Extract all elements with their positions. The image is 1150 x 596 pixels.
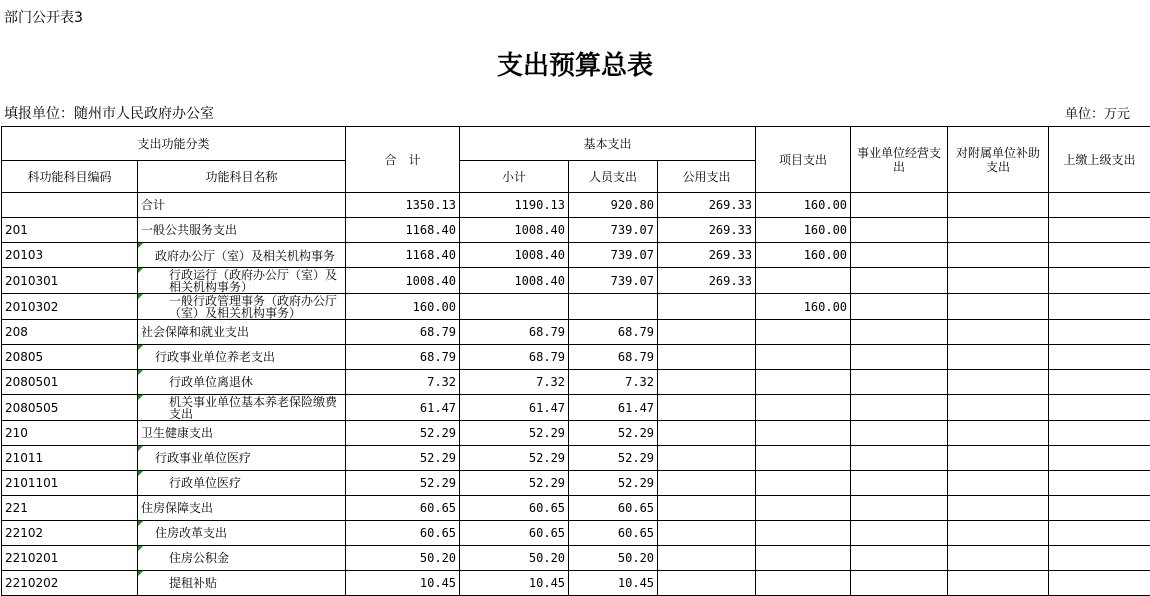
comment-marker-icon <box>138 268 143 273</box>
cell-name[interactable] <box>138 294 346 320</box>
cell-subtotal[interactable] <box>460 294 569 320</box>
cell-subsidy[interactable] <box>948 521 1049 546</box>
comment-marker-icon <box>138 395 143 400</box>
cell-total[interactable]: 1350.13 <box>346 193 460 218</box>
cell-personnel[interactable]: 7.32 <box>569 370 658 395</box>
cell-subtotal[interactable]: 60.65 <box>460 496 569 521</box>
cell-name-text: 卫生健康支出 <box>141 426 213 440</box>
cell-personnel[interactable]: 60.65 <box>569 496 658 521</box>
cell-business[interactable] <box>851 193 948 218</box>
cell-code[interactable]: 2010302 <box>2 294 138 320</box>
cell-code[interactable]: 2010301 <box>2 268 138 294</box>
cell-name[interactable] <box>138 370 346 395</box>
cell-business[interactable] <box>851 446 948 471</box>
cell-public[interactable] <box>658 571 756 596</box>
cell-subtotal[interactable]: 60.65 <box>460 521 569 546</box>
cell-name-text: 行政单位离退休 <box>141 375 253 389</box>
cell-name[interactable] <box>138 268 346 294</box>
header-name: 功能科目名称 <box>138 161 346 193</box>
cell-business[interactable] <box>851 370 948 395</box>
cell-name[interactable] <box>138 471 346 496</box>
cell-total[interactable]: 1168.40 <box>346 218 460 243</box>
cell-subtotal[interactable]: 1190.13 <box>460 193 569 218</box>
cell-name-text: 住房公积金 <box>141 551 229 565</box>
cell-code[interactable]: 210 <box>2 421 138 446</box>
cell-subsidy[interactable] <box>948 546 1049 571</box>
cell-personnel[interactable]: 920.80 <box>569 193 658 218</box>
cell-name-text: 政府办公厅（室）及相关机构事务 <box>141 249 342 262</box>
reporting-unit: 填报单位：随州市人民政府办公室 <box>4 103 214 123</box>
cell-subtotal[interactable]: 52.29 <box>460 446 569 471</box>
cell-business[interactable] <box>851 243 948 268</box>
cell-name-text: 提租补贴 <box>141 576 217 590</box>
cell-total[interactable]: 68.79 <box>346 345 460 370</box>
cell-project[interactable]: 160.00 <box>756 218 851 243</box>
comment-marker-icon <box>138 345 143 350</box>
cell-name-text: 行政运行（政府办公厅（室）及相关机构事务） <box>141 268 342 293</box>
cell-public[interactable]: 269.33 <box>658 218 756 243</box>
cell-name-text: 行政单位医疗 <box>141 476 241 490</box>
cell-subsidy[interactable] <box>948 320 1049 345</box>
cell-subsidy[interactable] <box>948 496 1049 521</box>
cell-name[interactable] <box>138 496 346 521</box>
cell-total[interactable]: 160.00 <box>346 294 460 320</box>
table-row <box>2 395 1150 421</box>
cell-upper[interactable] <box>1049 571 1150 596</box>
cell-personnel[interactable]: 10.45 <box>569 571 658 596</box>
cell-personnel[interactable]: 52.29 <box>569 421 658 446</box>
header-total: 合 计 <box>346 127 460 193</box>
comment-marker-icon <box>138 243 143 248</box>
table-row <box>2 193 1150 218</box>
cell-public[interactable] <box>658 421 756 446</box>
cell-business[interactable] <box>851 546 948 571</box>
cell-total[interactable]: 52.29 <box>346 421 460 446</box>
cell-personnel[interactable]: 52.29 <box>569 471 658 496</box>
header-code: 科功能科目编码 <box>2 161 138 193</box>
cell-name[interactable] <box>138 320 346 345</box>
cell-public[interactable] <box>658 521 756 546</box>
cell-public[interactable] <box>658 345 756 370</box>
cell-subtotal[interactable]: 7.32 <box>460 370 569 395</box>
cell-code[interactable] <box>2 193 138 218</box>
cell-business[interactable] <box>851 395 948 421</box>
comment-marker-icon <box>138 294 143 299</box>
cell-upper[interactable] <box>1049 345 1150 370</box>
cell-name[interactable] <box>138 395 346 421</box>
cell-total[interactable]: 61.47 <box>346 395 460 421</box>
cell-personnel[interactable]: 60.65 <box>569 521 658 546</box>
table-row <box>2 370 1150 395</box>
cell-subsidy[interactable] <box>948 243 1049 268</box>
cell-name[interactable] <box>138 193 346 218</box>
table-row <box>2 320 1150 345</box>
cell-personnel[interactable]: 52.29 <box>569 446 658 471</box>
table-row <box>2 243 1150 268</box>
cell-total[interactable]: 60.65 <box>346 496 460 521</box>
cell-total[interactable]: 1168.40 <box>346 243 460 268</box>
header-public: 公用支出 <box>658 161 756 193</box>
cell-subsidy[interactable] <box>948 218 1049 243</box>
budget-table <box>1 126 1150 596</box>
cell-name-text: 社会保障和就业支出 <box>141 325 249 339</box>
table-row <box>2 218 1150 243</box>
cell-name[interactable] <box>138 421 346 446</box>
cell-upper[interactable] <box>1049 546 1150 571</box>
cell-public[interactable] <box>658 395 756 421</box>
cell-business[interactable] <box>851 320 948 345</box>
table-row <box>2 496 1150 521</box>
cell-project[interactable] <box>756 521 851 546</box>
cell-name-text: 机关事业单位基本养老保险缴费支出 <box>141 395 342 420</box>
cell-code[interactable]: 2210202 <box>2 571 138 596</box>
cell-project[interactable] <box>756 546 851 571</box>
cell-public[interactable] <box>658 546 756 571</box>
cell-subtotal[interactable]: 52.29 <box>460 421 569 446</box>
table-row <box>2 521 1150 546</box>
cell-upper[interactable] <box>1049 294 1150 320</box>
cell-public[interactable] <box>658 446 756 471</box>
cell-project[interactable] <box>756 370 851 395</box>
cell-subtotal[interactable]: 52.29 <box>460 471 569 496</box>
cell-subtotal[interactable]: 1008.40 <box>460 243 569 268</box>
table-row <box>2 471 1150 496</box>
cell-upper[interactable] <box>1049 370 1150 395</box>
cell-code[interactable]: 20103 <box>2 243 138 268</box>
comment-marker-icon <box>138 471 143 476</box>
cell-public[interactable] <box>658 320 756 345</box>
table-row <box>2 268 1150 294</box>
cell-personnel[interactable]: 68.79 <box>569 320 658 345</box>
cell-total[interactable]: 50.20 <box>346 546 460 571</box>
cell-name[interactable] <box>138 345 346 370</box>
cell-subsidy[interactable] <box>948 294 1049 320</box>
cell-code[interactable]: 21011 <box>2 446 138 471</box>
cell-subtotal[interactable]: 10.45 <box>460 571 569 596</box>
comment-marker-icon <box>138 446 143 451</box>
cell-subsidy[interactable] <box>948 345 1049 370</box>
comment-marker-icon <box>138 521 143 526</box>
cell-subtotal[interactable]: 61.47 <box>460 395 569 421</box>
cell-project[interactable] <box>756 345 851 370</box>
cell-code[interactable]: 2101101 <box>2 471 138 496</box>
cell-name-text: 行政事业单位养老支出 <box>141 350 275 364</box>
cell-code[interactable]: 20805 <box>2 345 138 370</box>
cell-total[interactable]: 52.29 <box>346 471 460 496</box>
cell-total[interactable]: 60.65 <box>346 521 460 546</box>
cell-name[interactable] <box>138 546 346 571</box>
cell-business[interactable] <box>851 521 948 546</box>
header-personnel: 人员支出 <box>569 161 658 193</box>
cell-subtotal[interactable]: 50.20 <box>460 546 569 571</box>
cell-project[interactable] <box>756 471 851 496</box>
cell-subtotal[interactable]: 1008.40 <box>460 218 569 243</box>
cell-upper[interactable] <box>1049 320 1150 345</box>
cell-personnel[interactable]: 61.47 <box>569 395 658 421</box>
cell-upper[interactable] <box>1049 496 1150 521</box>
cell-name-text: 住房改革支出 <box>141 526 227 540</box>
cell-public[interactable] <box>658 370 756 395</box>
header-func-class: 支出功能分类 <box>2 127 346 161</box>
cell-code[interactable]: 208 <box>2 320 138 345</box>
cell-upper[interactable] <box>1049 395 1150 421</box>
cell-business[interactable] <box>851 268 948 294</box>
cell-name-text: 一般公共服务支出 <box>141 223 237 237</box>
header-basic: 基本支出 <box>460 127 756 161</box>
cell-code[interactable]: 2080501 <box>2 370 138 395</box>
currency-unit: 单位：万元 <box>1065 103 1130 122</box>
cell-subtotal[interactable]: 1008.40 <box>460 268 569 294</box>
cell-code[interactable]: 2080505 <box>2 395 138 421</box>
cell-public[interactable]: 269.33 <box>658 268 756 294</box>
cell-subsidy[interactable] <box>948 571 1049 596</box>
cell-total[interactable]: 68.79 <box>346 320 460 345</box>
header-subsidy: 对附属单位补助支出 <box>948 127 1049 193</box>
cell-business[interactable] <box>851 345 948 370</box>
cell-subtotal[interactable]: 68.79 <box>460 320 569 345</box>
cell-code[interactable]: 22102 <box>2 521 138 546</box>
cell-subsidy[interactable] <box>948 421 1049 446</box>
cell-upper[interactable] <box>1049 446 1150 471</box>
cell-upper[interactable] <box>1049 218 1150 243</box>
cell-name-text: 住房保障支出 <box>141 501 213 515</box>
cell-upper[interactable] <box>1049 268 1150 294</box>
cell-name[interactable] <box>138 571 346 596</box>
cell-personnel[interactable]: 50.20 <box>569 546 658 571</box>
cell-business[interactable] <box>851 421 948 446</box>
cell-upper[interactable] <box>1049 521 1150 546</box>
cell-business[interactable] <box>851 571 948 596</box>
cell-subtotal[interactable]: 68.79 <box>460 345 569 370</box>
cell-public[interactable] <box>658 294 756 320</box>
table-row <box>2 421 1150 446</box>
cell-name[interactable] <box>138 243 346 268</box>
table-body <box>2 193 1150 596</box>
cell-upper[interactable] <box>1049 471 1150 496</box>
cell-personnel[interactable]: 739.07 <box>569 243 658 268</box>
cell-personnel[interactable]: 739.07 <box>569 268 658 294</box>
cell-upper[interactable] <box>1049 193 1150 218</box>
cell-total[interactable]: 7.32 <box>346 370 460 395</box>
cell-public[interactable]: 269.33 <box>658 193 756 218</box>
cell-personnel[interactable]: 68.79 <box>569 345 658 370</box>
cell-project[interactable] <box>756 446 851 471</box>
table-row <box>2 345 1150 370</box>
comment-marker-icon <box>138 571 143 576</box>
table-row <box>2 571 1150 596</box>
cell-public[interactable] <box>658 471 756 496</box>
cell-code[interactable]: 201 <box>2 218 138 243</box>
cell-code[interactable]: 221 <box>2 496 138 521</box>
cell-subsidy[interactable] <box>948 370 1049 395</box>
cell-upper[interactable] <box>1049 421 1150 446</box>
comment-marker-icon <box>138 546 143 551</box>
cell-project[interactable] <box>756 496 851 521</box>
comment-marker-icon <box>138 370 143 375</box>
cell-public[interactable]: 269.33 <box>658 243 756 268</box>
cell-name[interactable] <box>138 446 346 471</box>
cell-project[interactable] <box>756 421 851 446</box>
cell-name[interactable] <box>138 521 346 546</box>
cell-personnel[interactable]: 739.07 <box>569 218 658 243</box>
cell-subsidy[interactable] <box>948 193 1049 218</box>
header-upper: 上缴上级支出 <box>1049 127 1150 193</box>
cell-project[interactable] <box>756 571 851 596</box>
cell-business[interactable] <box>851 471 948 496</box>
cell-business[interactable] <box>851 294 948 320</box>
cell-project[interactable] <box>756 268 851 294</box>
cell-project[interactable]: 160.00 <box>756 294 851 320</box>
sheet-label: 部门公开表3 <box>4 7 83 27</box>
cell-public[interactable] <box>658 496 756 521</box>
cell-subsidy[interactable] <box>948 471 1049 496</box>
table-row <box>2 294 1150 320</box>
cell-name-text: 合计 <box>141 198 165 212</box>
cell-subsidy[interactable] <box>948 446 1049 471</box>
table-row <box>2 446 1150 471</box>
cell-code[interactable]: 2210201 <box>2 546 138 571</box>
cell-name[interactable] <box>138 218 346 243</box>
cell-upper[interactable] <box>1049 243 1150 268</box>
header-subtotal: 小计 <box>460 161 569 193</box>
cell-subsidy[interactable] <box>948 268 1049 294</box>
cell-business[interactable] <box>851 496 948 521</box>
cell-project[interactable] <box>756 395 851 421</box>
cell-business[interactable] <box>851 218 948 243</box>
cell-personnel[interactable] <box>569 294 658 320</box>
cell-project[interactable]: 160.00 <box>756 193 851 218</box>
header-business: 事业单位经营支出 <box>851 127 948 193</box>
page-title: 支出预算总表 <box>0 45 1150 82</box>
cell-total[interactable]: 52.29 <box>346 446 460 471</box>
cell-name-text: 一般行政管理事务（政府办公厅（室）及相关机构事务） <box>141 294 342 319</box>
table-row <box>2 546 1150 571</box>
header-project: 项目支出 <box>756 127 851 193</box>
cell-subsidy[interactable] <box>948 395 1049 421</box>
cell-total[interactable]: 10.45 <box>346 571 460 596</box>
cell-name-text: 行政事业单位医疗 <box>141 451 251 465</box>
cell-project[interactable] <box>756 320 851 345</box>
cell-total[interactable]: 1008.40 <box>346 268 460 294</box>
cell-project[interactable]: 160.00 <box>756 243 851 268</box>
